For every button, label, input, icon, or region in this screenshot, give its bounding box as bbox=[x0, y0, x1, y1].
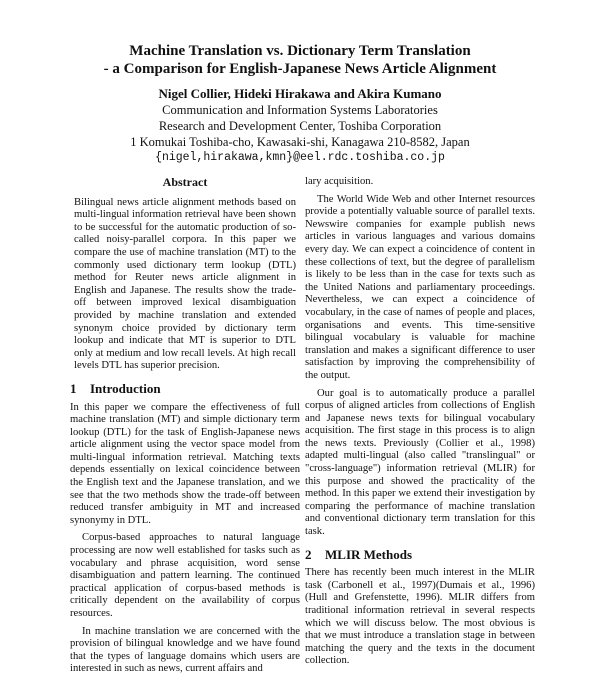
title-line-1: Machine Translation vs. Dictionary Term Translation bbox=[129, 43, 471, 59]
section-title: MLIR Methods bbox=[325, 546, 413, 562]
paragraph: The World Wide Web and other Internet resources provide a potentially valuable source of parallel texts. Newswire companies for example publish news articles in various languages and various domains every day. We can expect a coincidence of content in these collections of text, but the degree of parallelism is likely to be less than in the case for texts such as the United Nations and parliamentary proceedings. Nevertheless, we can expect a coincidence of vocabulary, in the case of names of people and places, organisations and events. This time-sensitive bilingual vocabulary is valuable for machine translation and makes a significant difference to user satisfaction by improving the comprehensibility of the output. bbox=[305, 193, 535, 381]
paragraph: In machine translation we are concerned with the provision of bilingual knowledge and we have found that the types of language domains which users are interested in such as news, current affairs and bbox=[70, 625, 300, 675]
author-emails: {nigel,hirakawa,kmn}@eel.rdc.toshiba.co.jp bbox=[155, 151, 445, 164]
affiliation-line: Research and Development Center, Toshiba Corporation bbox=[158, 119, 442, 133]
paragraph-continuation: lary acquisition. bbox=[305, 176, 374, 187]
right-column bbox=[305, 176, 535, 668]
paragraph: Corpus-based approaches to natural language processing are now well established for tasks such as vocabulary and phrase acquisition, word sense disambiguation and pattern learning. The continued practical application of corpus-based methods is critically dependent on the availability of corpus resources. bbox=[70, 532, 300, 619]
abstract-text: Bilingual news article alignment methods based on multi-lingual information retrieval have been shown to be successful for the automatic production of so-called noisy-parallel corpora. In this paper we compare the use of machine translation (MT) to the commonly used dictionary term lookup (DTL) method for Reuter news article alignment in English and Japanese. The results show the trade-off between improved lexical disambiguation provided by machine translation and extended synonym choice provided by dictionary term lookup and indicate that MT is superior to DTL only at medium and low recall levels. At high recall levels DTL has superior precision. bbox=[74, 196, 296, 372]
affiliation-line: Communication and Information Systems Laboratories bbox=[162, 103, 438, 117]
left-column bbox=[70, 172, 300, 676]
abstract-heading: Abstract bbox=[162, 175, 208, 189]
section-number: 1 bbox=[70, 380, 77, 396]
title-line-2: - a Comparison for English-Japanese News Article Alignment bbox=[103, 61, 497, 77]
paragraph: Our goal is to automatically produce a parallel corpus of aligned articles from collections of English and Japanese news texts for bilingual vocabulary acquisition. The first stage in this process is to align the news texts. Previously (Collier et al., 1998) adapted multi-lingual (also called "translingual" or "cross-language") information retrieval (MLIR) for this purpose and showed the practicality of the method. In this paper we extend their investigation by comparing the performance of machine translation and conventional dictionary term translation for this task. bbox=[305, 387, 535, 538]
section-number: 2 bbox=[305, 546, 312, 562]
affiliation-block bbox=[0, 102, 600, 166]
section-title: Introduction bbox=[90, 380, 161, 396]
section-heading bbox=[305, 546, 535, 562]
section-heading bbox=[70, 380, 300, 396]
affiliation-line: 1 Komukai Toshiba-cho, Kawasaki-shi, Kanagawa 210-8582, Japan bbox=[130, 135, 470, 149]
paragraph: In this paper we compare the effectiveness of full machine translation (MT) and simple dictionary term lookup (DTL) for the task of English-Japanese news article alignment using the vector space model from multi-lingual information retrieval. Matching texts depends essentially on lexical coincidence between the English text and the Japanese translation, and we see that the two methods show the trade-off between reduced transfer ambiguity in MT and increased synonymy in DTL. bbox=[70, 401, 300, 526]
author-list: Nigel Collier, Hideki Hirakawa and Akira Kumano bbox=[158, 86, 442, 101]
paragraph: There has recently been much interest in the MLIR task (Carbonell et al., 1997)(Dumais et al., 1996)(Hull and Grefenstette, 1996). MLIR differs from traditional information retrieval in several respects which we will discuss below. The most obvious is that we must introduce a translation stage in between matching the query and the texts in the document collection. bbox=[305, 567, 535, 667]
paper-title bbox=[0, 42, 600, 78]
